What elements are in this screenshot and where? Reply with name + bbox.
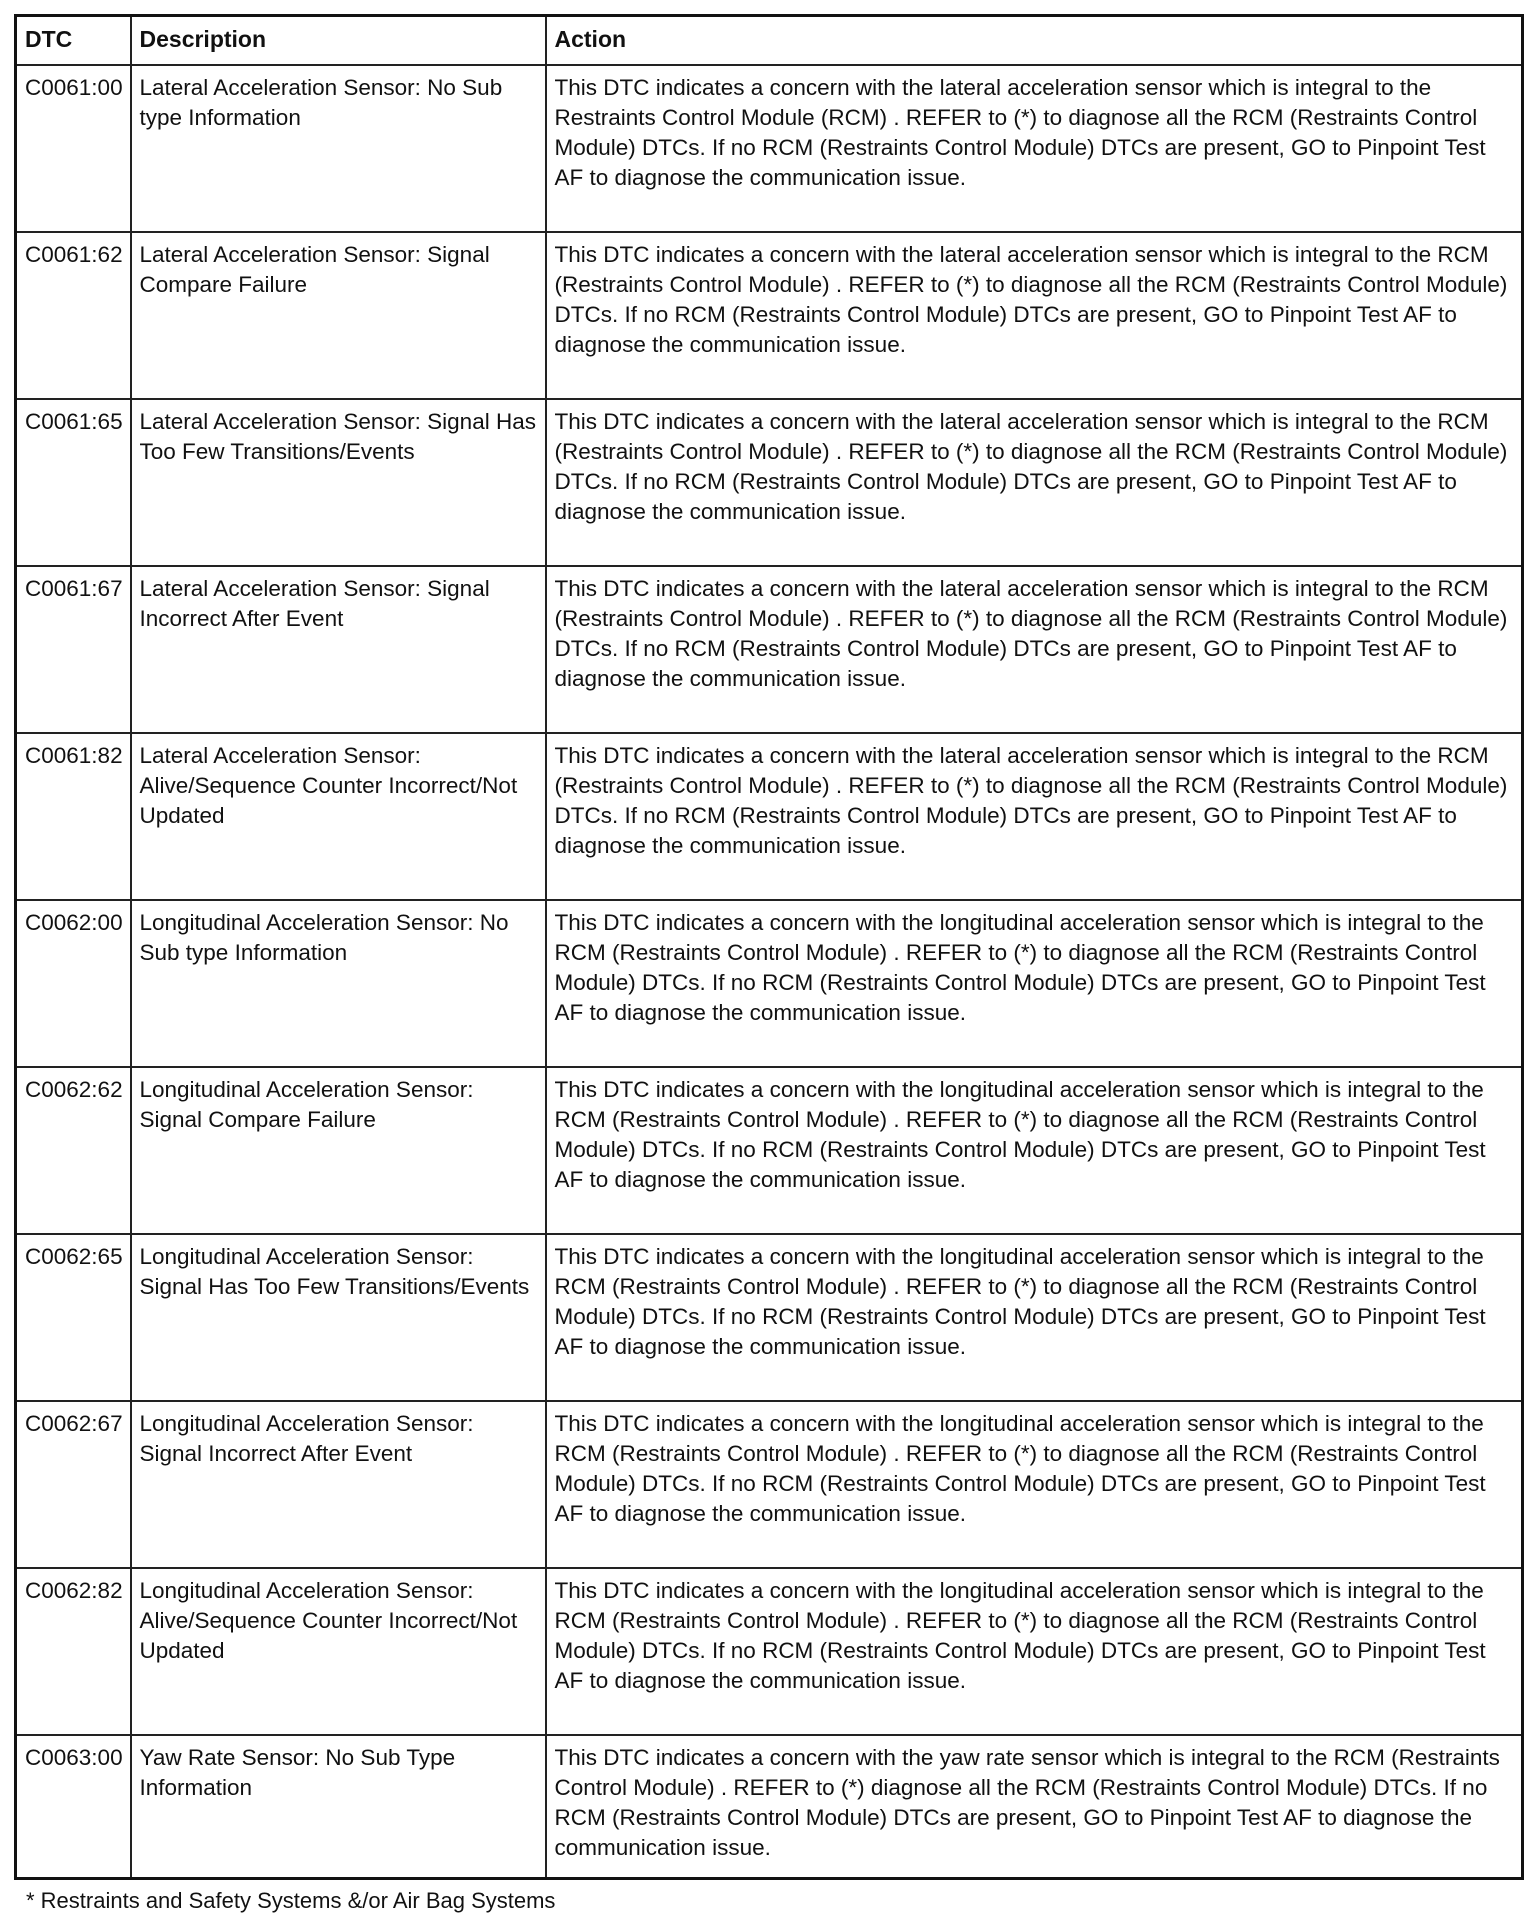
table-row [16, 399, 1523, 566]
dtc-description: Lateral Acceleration Sensor: Alive/Sequence Counter Incorrect/Not Updated [131, 733, 546, 900]
header-description: Description [131, 16, 546, 66]
dtc-code: C0061:62 [16, 232, 131, 399]
dtc-description: Longitudinal Acceleration Sensor: Alive/Sequence Counter Incorrect/Not Updated [131, 1568, 546, 1735]
dtc-action: This DTC indicates a concern with the longitudinal acceleration sensor which is integral to the RCM (Restraints Control Module) . REFER to (*) to diagnose all the RCM (Restraints Control Module) DTCs. If no RCM (Restraints Control Module) DTCs are present, GO to Pinpoint Test AF to diagnose the communication issue. [546, 1234, 1523, 1401]
dtc-code: C0061:00 [16, 65, 131, 232]
dtc-action: This DTC indicates a concern with the longitudinal acceleration sensor which is integral to the RCM (Restraints Control Module) . REFER to (*) to diagnose all the RCM (Restraints Control Module) DTCs. If no RCM (Restraints Control Module) DTCs are present, GO to Pinpoint Test AF to diagnose the communication issue. [546, 1401, 1523, 1568]
dtc-description: Longitudinal Acceleration Sensor: Signal Incorrect After Event [131, 1401, 546, 1568]
table-row [16, 1234, 1523, 1401]
dtc-code: C0061:67 [16, 566, 131, 733]
table-row [16, 733, 1523, 900]
table-row [16, 1067, 1523, 1234]
dtc-code: C0062:67 [16, 1401, 131, 1568]
dtc-action: This DTC indicates a concern with the longitudinal acceleration sensor which is integral to the RCM (Restraints Control Module) . REFER to (*) to diagnose all the RCM (Restraints Control Module) DTCs. If no RCM (Restraints Control Module) DTCs are present, GO to Pinpoint Test AF to diagnose the communication issue. [546, 1067, 1523, 1234]
dtc-action: This DTC indicates a concern with the lateral acceleration sensor which is integral to the RCM (Restraints Control Module) . REFER to (*) to diagnose all the RCM (Restraints Control Module) DTCs. If no RCM (Restraints Control Module) DTCs are present, GO to Pinpoint Test AF to diagnose the communication issue. [546, 733, 1523, 900]
table-row [16, 65, 1523, 232]
header-action: Action [546, 16, 1523, 66]
dtc-description: Lateral Acceleration Sensor: Signal Compare Failure [131, 232, 546, 399]
dtc-action: This DTC indicates a concern with the longitudinal acceleration sensor which is integral to the RCM (Restraints Control Module) . REFER to (*) to diagnose all the RCM (Restraints Control Module) DTCs. If no RCM (Restraints Control Module) DTCs are present, GO to Pinpoint Test AF to diagnose the communication issue. [546, 900, 1523, 1067]
dtc-action: This DTC indicates a concern with the lateral acceleration sensor which is integral to the Restraints Control Module (RCM) . REFER to (*) to diagnose all the RCM (Restraints Control Module) DTCs. If no RCM (Restraints Control Module) DTCs are present, GO to Pinpoint Test AF to diagnose the communication issue. [546, 65, 1523, 232]
dtc-action: This DTC indicates a concern with the lateral acceleration sensor which is integral to the RCM (Restraints Control Module) . REFER to (*) to diagnose all the RCM (Restraints Control Module) DTCs. If no RCM (Restraints Control Module) DTCs are present, GO to Pinpoint Test AF to diagnose the communication issue. [546, 399, 1523, 566]
dtc-code: C0062:62 [16, 1067, 131, 1234]
table-row [16, 1568, 1523, 1735]
dtc-action: This DTC indicates a concern with the longitudinal acceleration sensor which is integral to the RCM (Restraints Control Module) . REFER to (*) to diagnose all the RCM (Restraints Control Module) DTCs. If no RCM (Restraints Control Module) DTCs are present, GO to Pinpoint Test AF to diagnose the communication issue. [546, 1568, 1523, 1735]
table-row [16, 232, 1523, 399]
dtc-code: C0061:65 [16, 399, 131, 566]
table-row [16, 566, 1523, 733]
dtc-description: Longitudinal Acceleration Sensor: Signal Compare Failure [131, 1067, 546, 1234]
dtc-code: C0061:82 [16, 733, 131, 900]
dtc-code: C0062:82 [16, 1568, 131, 1735]
header-row [16, 16, 1523, 66]
header-dtc: DTC [16, 16, 131, 66]
dtc-code: C0062:65 [16, 1234, 131, 1401]
footnote: * Restraints and Safety Systems &/or Air Bag Systems [26, 1888, 556, 1913]
dtc-action: This DTC indicates a concern with the lateral acceleration sensor which is integral to the RCM (Restraints Control Module) . REFER to (*) to diagnose all the RCM (Restraints Control Module) DTCs. If no RCM (Restraints Control Module) DTCs are present, GO to Pinpoint Test AF to diagnose the communication issue. [546, 566, 1523, 733]
dtc-code: C0063:00 [16, 1735, 131, 1879]
dtc-description: Yaw Rate Sensor: No Sub Type Information [131, 1735, 546, 1879]
dtc-code: C0062:00 [16, 900, 131, 1067]
dtc-description: Lateral Acceleration Sensor: Signal Has Too Few Transitions/Events [131, 399, 546, 566]
dtc-description: Longitudinal Acceleration Sensor: No Sub type Information [131, 900, 546, 1067]
dtc-table [14, 14, 1524, 1880]
dtc-description: Lateral Acceleration Sensor: No Sub type Information [131, 65, 546, 232]
dtc-action: This DTC indicates a concern with the yaw rate sensor which is integral to the RCM (Restraints Control Module) . REFER to (*) diagnose all the RCM (Restraints Control Module) DTCs. If no RCM (Restraints Control Module) DTCs are present, GO to Pinpoint Test AF to diagnose the communication issue. [546, 1735, 1523, 1879]
table-row [16, 900, 1523, 1067]
table-row [16, 1735, 1523, 1879]
dtc-description: Lateral Acceleration Sensor: Signal Incorrect After Event [131, 566, 546, 733]
dtc-description: Longitudinal Acceleration Sensor: Signal Has Too Few Transitions/Events [131, 1234, 546, 1401]
dtc-action: This DTC indicates a concern with the lateral acceleration sensor which is integral to the RCM (Restraints Control Module) . REFER to (*) to diagnose all the RCM (Restraints Control Module) DTCs. If no RCM (Restraints Control Module) DTCs are present, GO to Pinpoint Test AF to diagnose the communication issue. [546, 232, 1523, 399]
table-row [16, 1401, 1523, 1568]
